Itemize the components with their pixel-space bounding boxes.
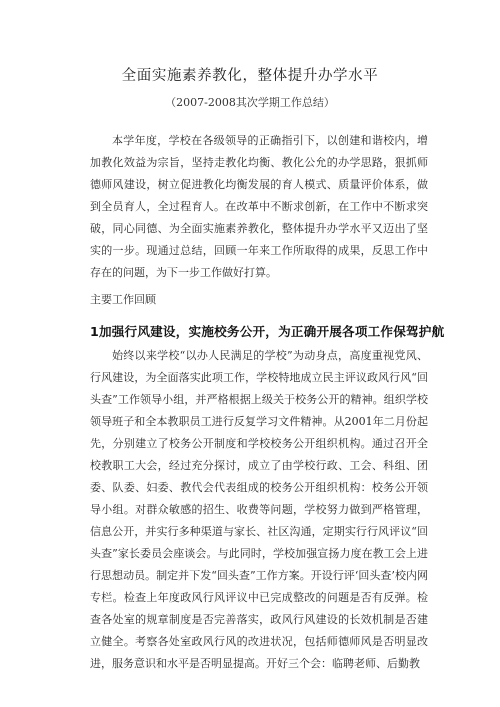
document-subtitle: （2007-2008其次学期工作总结） bbox=[165, 96, 335, 109]
section-heading: 1加强行风建设，实施校务公开，为正确开展各项工作保驾护航 bbox=[90, 324, 445, 339]
intro-paragraph: 本学年度，学校在各级领导的正确指引下，以创建和谐校内，增加教化效益为宗旨，坚持走教化均衡、教化公允的办学思路，狠抓师德师风建设，树立促进教化均衡发展的育人模式、质量评价体系，做到全员育人，全过程育人。在改革中不断求创新，在工作中不断求突破，同心同德、为全面实施素养教化，整体提升办学水平又迈出了坚实的一步。现通过总结，回顾一年来工作所取得的成果，反思工作中存在的问题，为下一步工作做好打算。 bbox=[90, 134, 428, 279]
section-label: 主要工作回顾 bbox=[90, 293, 156, 306]
document-title: 全面实施素养教化，整体提升办学水平 bbox=[121, 68, 379, 84]
section-paragraph: 始终以来学校“以办人民满足的学校”为动身点，高度重视党风、行风建设，为全面落实此项工作，学校特地成立民主评议政风行风“回头查”工作领导小组，并严格根据上级关于校务公开的精神。组织学校领导班子和全本教职员工进行反复学习文件精神。从2001年二月份起先，分别建立了校务公开制度和学校校务公开组织机构。通过召开全校教职工大会，经过充分探讨，成立了由学校行政、工会、科组、团委、队委、妇委、教代会代表组成的校务公开组织机构：校务公开领导小组。对群众敏感的招生、收费等问题，学校努力做到严格管理，信息公开，并实行多种渠道与家长、社区沟通，定期实行行风评议“回头查”家长委员会座谈会。与此同时，学校加强宣扬力度在教工会上进行思想动员。制定并下发“回头查”工作方案。开设行评‘回头查’校内网专栏。检查上年度政风行风评议中已完成整改的问题是否有反弹。检查各处室的规章制度是否完善落实，政风行风建设的长效机制是否建立健全。考察各处室政风行风的改进状况，包括师德师风是否明显改进，服务意识和水平是否明显提高。开好三个会：临聘老师、后勤教 bbox=[90, 349, 428, 670]
